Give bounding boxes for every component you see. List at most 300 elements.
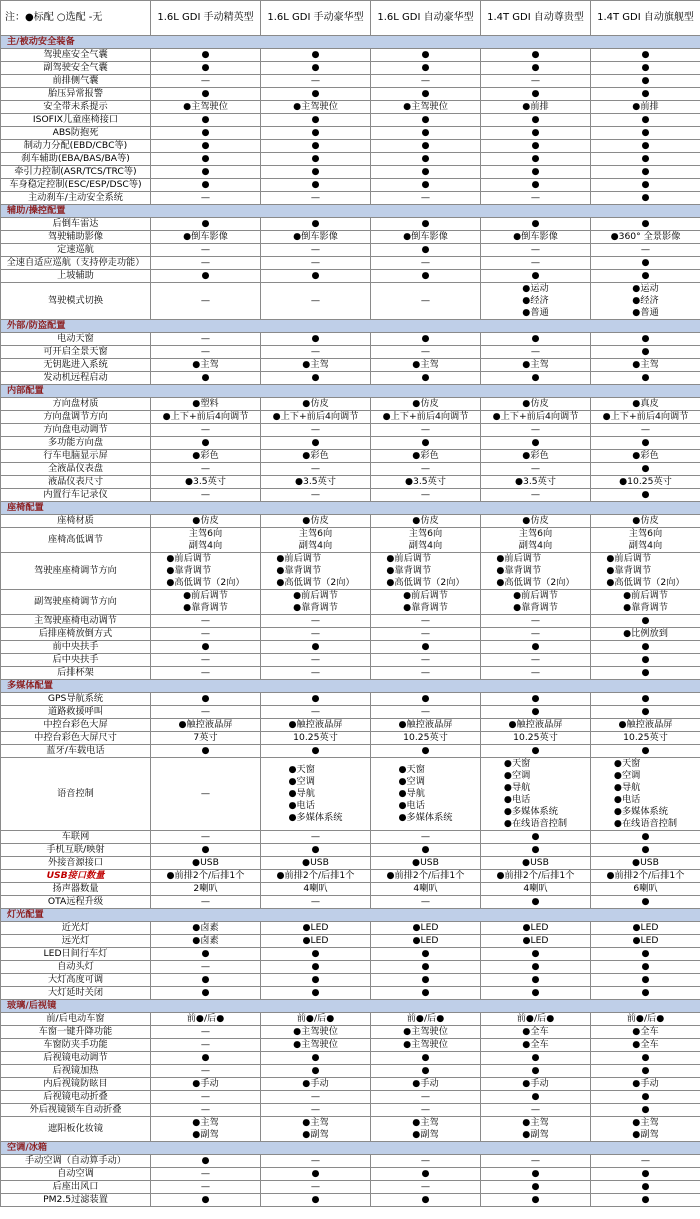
feature-value: — [481,463,591,476]
feature-value [481,283,591,320]
value-line: ●天窗 [398,764,425,775]
feature-label: 胎压异常报警 [1,88,151,101]
value-line: ●靠背调节 [293,602,338,613]
value-line: ●导航 [503,782,531,793]
feature-label: 驾驶辅助影像 [1,231,151,244]
spec-row [1,231,700,244]
feature-value: ● [371,1052,481,1065]
feature-value: — [481,346,591,359]
feature-value: ● [261,140,371,153]
feature-value: ●卤素 [151,922,261,935]
feature-value: ● [591,1168,700,1181]
feature-value: ● [261,641,371,654]
feature-value: ●塑料 [151,398,261,411]
feature-value [261,758,371,831]
feature-value: — [481,654,591,667]
feature-label: 前中央扶手 [1,641,151,654]
feature-value: — [371,1155,481,1168]
feature-value [371,528,481,553]
feature-value: ●仿皮 [371,515,481,528]
feature-value: ● [261,1168,371,1181]
value-line: ●靠背调节 [496,565,542,576]
feature-value: ● [261,88,371,101]
feature-value: ● [481,1065,591,1078]
feature-value: ● [261,961,371,974]
feature-value: ●3.5英寸 [151,476,261,489]
spec-row [1,590,700,615]
spec-row [1,489,700,502]
feature-value: ● [261,270,371,283]
spec-row [1,935,700,948]
value-line: ●电话 [398,800,425,811]
spec-row [1,628,700,641]
feature-label: 前/后电动车窗 [1,1013,151,1026]
feature-value: ● [591,463,700,476]
spec-row [1,140,700,153]
feature-value: ● [481,372,591,385]
feature-value: ● [261,127,371,140]
value-line: ●靠背调节 [183,602,228,613]
value-line: ●前后调节 [386,553,432,564]
value-lines [614,758,677,830]
spec-row [1,270,700,283]
value-line: ●副驾 [302,1129,329,1140]
value-lines [522,283,548,319]
feature-value: ● [591,489,700,502]
feature-value: ● [261,745,371,758]
section-title: 灯光配置 [1,909,700,922]
feature-value: ● [261,153,371,166]
feature-value: ●触控液晶屏 [591,719,700,732]
feature-value: — [481,257,591,270]
feature-value: — [151,192,261,205]
feature-value: ● [151,270,261,283]
feature-value [151,1117,261,1142]
feature-label: GPS导航系统 [1,693,151,706]
feature-value: — [371,424,481,437]
feature-value: ● [591,49,700,62]
feature-value: ● [481,88,591,101]
feature-value: ● [371,166,481,179]
feature-value: ● [371,693,481,706]
spec-row [1,896,700,909]
feature-label: 后排杯架 [1,667,151,680]
feature-value: — [261,706,371,719]
feature-value: — [481,615,591,628]
feature-value: ● [591,257,700,270]
model-header: 1.4T GDI 自动旗舰型 [591,1,700,36]
spec-row [1,553,700,590]
value-lines [189,528,222,552]
feature-value: 前●/后● [261,1013,371,1026]
value-line: 主驾6向 [408,528,443,539]
feature-value: ● [261,62,371,75]
section-title: 辅助/操控配置 [1,205,700,218]
feature-value: 6喇叭 [591,883,700,896]
spec-row [1,359,700,372]
value-line: 主驾6向 [298,528,333,539]
feature-label: 车窗防夹手功能 [1,1039,151,1052]
feature-value: ●主驾 [151,359,261,372]
feature-value: ●360° 全景影像 [591,231,700,244]
feature-value: ●倒车影像 [481,231,591,244]
spec-row [1,411,700,424]
feature-value: — [151,463,261,476]
feature-value: — [261,1104,371,1117]
section-row [1,1142,700,1155]
feature-value: ● [481,987,591,1000]
value-lines [504,758,567,830]
value-line: ●空调 [613,770,641,781]
section-title: 多媒体配置 [1,680,700,693]
feature-value: — [481,667,591,680]
feature-value: — [151,283,261,320]
value-line: ●电话 [288,800,315,811]
value-line: 主驾6向 [518,528,553,539]
spec-row [1,1039,700,1052]
feature-value: ●前排 [481,101,591,114]
feature-label: 内置行车记录仪 [1,489,151,502]
feature-value: ● [481,153,591,166]
feature-label: 后座出风口 [1,1181,151,1194]
value-lines [302,1117,328,1141]
feature-label: 车窗一键升降功能 [1,1026,151,1039]
value-line: ●多媒体系统 [398,812,453,823]
feature-value: ●彩色 [481,450,591,463]
feature-value: — [371,654,481,667]
feature-label: 制动力分配(EBD/CBC等) [1,140,151,153]
feature-value: — [261,283,371,320]
value-lines [623,590,668,614]
value-lines [519,528,552,552]
feature-value: ● [481,961,591,974]
feature-value: ● [591,974,700,987]
feature-value: ● [481,974,591,987]
feature-value: — [261,192,371,205]
feature-label: 中控台彩色大屏 [1,719,151,732]
feature-value: ● [151,693,261,706]
feature-value: ● [591,948,700,961]
spec-row [1,62,700,75]
feature-value: ●卤素 [151,935,261,948]
feature-value: ●USB [371,857,481,870]
feature-value: — [371,1104,481,1117]
feature-value: ● [591,346,700,359]
feature-value: ● [151,179,261,192]
feature-value: ● [481,641,591,654]
feature-value: ●LED [591,922,700,935]
feature-value: ● [591,372,700,385]
feature-value: ● [261,333,371,346]
feature-value: ● [261,179,371,192]
value-line: ●空调 [503,770,531,781]
feature-value: ● [591,987,700,1000]
feature-label: 后中央扶手 [1,654,151,667]
feature-value: ●USB [261,857,371,870]
feature-value [591,283,700,320]
value-line: ●靠背调节 [606,565,652,576]
feature-value: ● [151,49,261,62]
feature-value: ●主驾驶位 [371,101,481,114]
feature-value: ● [481,140,591,153]
feature-value: ● [261,372,371,385]
feature-value: — [261,489,371,502]
feature-value: — [371,896,481,909]
feature-value: — [481,75,591,88]
spec-row [1,745,700,758]
feature-value: ●上下+前后4向调节 [151,411,261,424]
spec-row [1,1181,700,1194]
feature-value: ● [591,179,700,192]
spec-row [1,1168,700,1181]
feature-value: ●3.5英寸 [371,476,481,489]
value-line: ●多媒体系统 [503,806,558,817]
feature-value: ●主驾 [591,359,700,372]
value-line: ●天窗 [288,764,315,775]
feature-value: ●仿皮 [151,515,261,528]
feature-value: — [151,1091,261,1104]
feature-value [151,553,261,590]
feature-value: ● [591,745,700,758]
feature-value: ● [591,961,700,974]
feature-value: ●触控液晶屏 [261,719,371,732]
feature-value: ● [481,948,591,961]
feature-value: ●LED [371,922,481,935]
feature-value: ● [591,831,700,844]
feature-value: — [481,1104,591,1117]
feature-value: ● [591,270,700,283]
feature-value: ● [261,693,371,706]
feature-value: — [151,1168,261,1181]
feature-label: 后倒车雷达 [1,218,151,231]
feature-value: ●上下+前后4向调节 [261,411,371,424]
spec-row [1,1013,700,1026]
feature-value: — [151,628,261,641]
value-lines [496,553,574,589]
feature-value [481,553,591,590]
value-line: ●前后调节 [183,590,228,601]
feature-value: — [591,244,700,257]
feature-value: ●比例放到 [591,628,700,641]
feature-value: — [591,1155,700,1168]
feature-value: ●LED [481,935,591,948]
feature-value: ● [371,974,481,987]
feature-label: 扬声器数量 [1,883,151,896]
feature-label: 后视镜电动调节 [1,1052,151,1065]
spec-row [1,641,700,654]
value-line: ●靠背调节 [386,565,432,576]
feature-value: ● [371,1065,481,1078]
spec-row [1,346,700,359]
feature-value: 10.25英寸 [591,732,700,745]
feature-value: ● [151,218,261,231]
feature-value: — [481,1155,591,1168]
feature-label: ISOFIX儿童座椅接口 [1,114,151,127]
feature-value: ●主驾驶位 [371,1026,481,1039]
value-lines [183,590,228,614]
value-line: ●高低调节（2向） [166,577,245,588]
feature-label: 主驾驶座椅电动调节 [1,615,151,628]
feature-value: ● [481,693,591,706]
feature-value: ● [261,1052,371,1065]
spec-row [1,615,700,628]
feature-label: 方向盘材质 [1,398,151,411]
feature-value [151,528,261,553]
model-header: 1.4T GDI 自动尊贵型 [481,1,591,36]
feature-value: ●触控液晶屏 [481,719,591,732]
feature-value: ● [591,437,700,450]
feature-value: ● [481,706,591,719]
feature-value: ●主驾驶位 [261,101,371,114]
feature-value: — [261,424,371,437]
section-row [1,909,700,922]
spec-row [1,179,700,192]
feature-value: ● [591,706,700,719]
value-lines [386,553,464,589]
feature-value: 4喇叭 [481,883,591,896]
feature-label: OTA远程升级 [1,896,151,909]
feature-value: — [371,615,481,628]
feature-value: ●全车 [481,1039,591,1052]
value-line: 副驾4向 [408,540,443,551]
feature-value: ●全车 [591,1039,700,1052]
feature-label: 全速自适应巡航（支持停走功能） [1,257,151,270]
feature-value: ● [261,49,371,62]
feature-value: ● [151,153,261,166]
spec-row [1,398,700,411]
value-line: ●普通 [522,307,549,318]
feature-label: 无钥匙进入系统 [1,359,151,372]
feature-value: ●主驾驶位 [261,1026,371,1039]
feature-label: 道路救援呼叫 [1,706,151,719]
feature-value [371,1117,481,1142]
value-line: ●主驾 [522,1117,549,1128]
feature-value: — [371,346,481,359]
value-line: ●高低调节（2向） [276,577,355,588]
feature-value: — [151,654,261,667]
value-line: ●高低调节（2向） [496,577,575,588]
feature-value: ● [371,179,481,192]
feature-label: PM2.5过滤装置 [1,1194,151,1207]
spec-body [1,36,700,1207]
feature-value: ●仿皮 [481,515,591,528]
feature-value: ● [371,114,481,127]
feature-value: — [481,424,591,437]
spec-row [1,192,700,205]
feature-value: ●彩色 [261,450,371,463]
value-line: ●普通 [632,307,659,318]
feature-value [481,528,591,553]
feature-value [261,553,371,590]
feature-value: ● [151,437,261,450]
feature-value: 前●/后● [371,1013,481,1026]
feature-value: ●主驾 [261,359,371,372]
feature-value: ● [371,961,481,974]
feature-value [481,590,591,615]
feature-value: ●10.25英寸 [591,476,700,489]
section-title: 玻璃/后视镜 [1,1000,700,1013]
feature-value: — [371,831,481,844]
value-line: ●主驾 [302,1117,329,1128]
feature-value: ● [261,844,371,857]
feature-value: ● [371,948,481,961]
spec-row [1,75,700,88]
feature-value: — [151,1026,261,1039]
feature-label: 驾驶座座椅调节方向 [1,553,151,590]
value-line: ●主驾 [192,1117,219,1128]
feature-value: ● [591,1052,700,1065]
spec-row [1,844,700,857]
feature-label: 方向盘调节方向 [1,411,151,424]
feature-value [591,1117,700,1142]
feature-value: — [151,961,261,974]
value-line: ●前后调节 [166,553,212,564]
feature-value: — [261,244,371,257]
feature-value: ● [481,437,591,450]
feature-value: ●手动 [261,1078,371,1091]
feature-value: ●全车 [591,1026,700,1039]
feature-value: ● [371,62,481,75]
feature-label: 定速巡航 [1,244,151,257]
feature-value: 4喇叭 [371,883,481,896]
feature-value: — [371,75,481,88]
value-line: 副驾4向 [628,540,663,551]
spec-row [1,693,700,706]
feature-value: ● [591,333,700,346]
value-line: ●前后调节 [496,553,542,564]
feature-value: ●3.5英寸 [481,476,591,489]
spec-row [1,244,700,257]
feature-value: ● [481,166,591,179]
feature-value: ● [371,745,481,758]
feature-value: ● [261,948,371,961]
feature-value: — [481,489,591,502]
feature-label: 外后视镜锁车自动折叠 [1,1104,151,1117]
feature-label: 语音控制 [1,758,151,831]
value-line: ●副驾 [192,1129,219,1140]
value-line: 副驾4向 [298,540,333,551]
spec-row [1,667,700,680]
feature-value [261,528,371,553]
feature-label: 远光灯 [1,935,151,948]
feature-value: — [481,628,591,641]
feature-value: ● [371,218,481,231]
feature-value: ● [481,270,591,283]
feature-value: ● [151,1052,261,1065]
feature-value: — [261,1091,371,1104]
feature-value: — [261,1155,371,1168]
spec-row [1,974,700,987]
feature-value: — [371,1181,481,1194]
value-line: ●副驾 [632,1129,659,1140]
spec-row [1,127,700,140]
feature-value: ● [371,244,481,257]
spec-row [1,1078,700,1091]
value-lines [166,553,244,589]
value-lines [513,590,558,614]
spec-row [1,153,700,166]
feature-label: 副驾驶座椅调节方向 [1,590,151,615]
feature-value: — [261,75,371,88]
feature-value: ● [151,987,261,1000]
feature-value: ●前排2个/后排1个 [151,870,261,883]
feature-value: ●仿皮 [261,515,371,528]
value-line: ●在线语音控制 [613,818,678,829]
spec-row [1,758,700,831]
spec-row [1,218,700,231]
feature-value: — [151,1104,261,1117]
value-line: 副驾4向 [188,540,223,551]
